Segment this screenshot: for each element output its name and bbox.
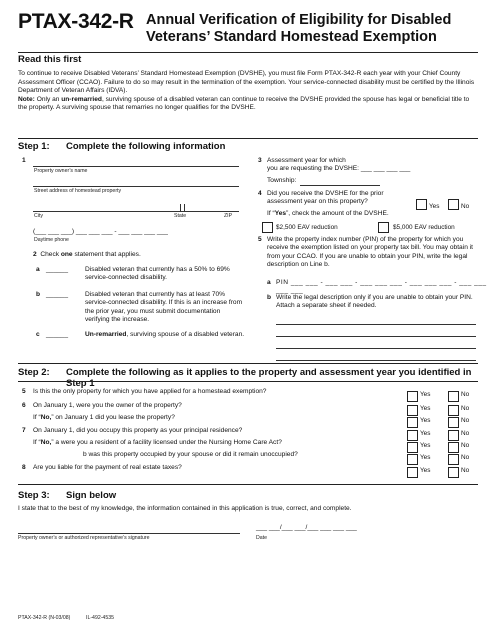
step3-divider (18, 484, 478, 485)
question-number: 7 (22, 427, 26, 434)
yes-label: Yes (420, 430, 431, 437)
legal-description-line-3[interactable] (276, 348, 476, 349)
question-text: Is this the only property for which you have applied for a homestead exemption? (33, 388, 267, 395)
checkbox-icon[interactable] (407, 467, 418, 478)
option-b-text: Disabled veteran that currently has at least 70% service-connected disability. If this is an increase from the prior year, you must submit documentation verifying the increase. (85, 291, 243, 324)
question-number: 6 (22, 402, 26, 409)
item3-line2[interactable]: you are requesting the DVSHE: ___ ___ ___ ___ (267, 165, 411, 173)
state-divider (180, 204, 185, 211)
step2-divider-top (18, 363, 478, 364)
note-text-1: Only an (34, 95, 62, 103)
date-label: Date (256, 535, 267, 541)
item2-number: 2 (33, 251, 37, 258)
question-prefix: If “ (33, 414, 41, 421)
item5b-text: Write the legal description only if you are unable to obtain your PIN. Attach a separate sheet if needed. (276, 294, 473, 310)
question-number: 5 (22, 388, 26, 395)
eav-5000-label: $5,000 EAV reduction (393, 224, 455, 231)
no-label: No (461, 417, 470, 424)
yes-label: Yes (420, 391, 431, 398)
step1-divider (18, 138, 478, 139)
footer-il-code: IL-492-4535 (86, 615, 114, 621)
option-c-rest: , surviving spouse of a disabled veteran. (126, 331, 245, 338)
phone-label: Daytime phone (34, 237, 69, 243)
no-label: No (461, 467, 470, 474)
legal-description-line-1[interactable] (276, 324, 476, 325)
checkbox-icon[interactable] (262, 222, 273, 233)
yes-checkbox[interactable] (407, 463, 421, 481)
item2-text (33, 251, 141, 259)
question-text: b was this property occupied by your spouse or did it remain unoccupied? (83, 451, 298, 458)
signature-label: Property owner’s or authorized representative’s signature (18, 535, 150, 541)
question-text: ” a were you a resident of a facility licensed under the Nursing Home Care Act? (51, 439, 282, 446)
question-text: ” on January 1 did you lease the property? (51, 414, 175, 421)
step1-label: Step 1: (18, 141, 50, 152)
step1-title: Complete the following information (66, 141, 226, 152)
no-label: No (461, 391, 470, 398)
item2-post: statement that applies. (72, 251, 141, 258)
item5-number: 5 (258, 236, 262, 243)
checkbox-icon[interactable] (448, 199, 459, 210)
question-bold: No, (40, 414, 52, 421)
zip-label: ZIP (224, 213, 233, 219)
no-checkbox[interactable] (448, 463, 462, 481)
item4-no-label: No (461, 203, 470, 210)
step2-title: Complete the following as it applies to the property and assessment year you identified in Step 1 (66, 367, 472, 389)
option-a-blank[interactable]: ______ (46, 266, 69, 273)
option-b-letter: b (36, 291, 41, 298)
yes-label: Yes (420, 454, 431, 461)
eav-2500-checkbox[interactable] (262, 218, 276, 236)
form-title (146, 12, 486, 46)
question-text: On January 1, were you the owner of the property? (33, 402, 182, 409)
yes-label: Yes (420, 467, 431, 474)
street-address-label: Street address of homestead property (34, 188, 122, 194)
option-c-blank[interactable]: ______ (46, 331, 69, 338)
no-label: No (461, 430, 470, 437)
item4-number: 4 (258, 190, 262, 197)
step3-label: Step 3: (18, 490, 50, 501)
date-field[interactable]: ___ ___/___ ___/___ ___ ___ ___ (256, 524, 357, 531)
yes-label: Yes (420, 405, 431, 412)
item3-line1: Assessment year for which (267, 157, 346, 164)
item3-number: 3 (258, 157, 262, 164)
signature-field[interactable] (18, 533, 240, 534)
yes-label: Yes (420, 417, 431, 424)
read-first-body (18, 70, 480, 113)
option-a-text: Disabled veteran that currently has a 50% to 69% service-connected disability. (85, 266, 230, 282)
city-label: City (34, 213, 43, 219)
intro-note (18, 96, 480, 113)
item3-text (267, 157, 477, 174)
question-text: Are you liable for the payment of real estate taxes? (33, 464, 182, 471)
item4-if-yes (267, 210, 389, 218)
township-field[interactable] (300, 185, 380, 186)
option-b-blank[interactable]: ______ (46, 291, 69, 298)
if-bold: Yes (274, 210, 287, 217)
option-c-letter: c (36, 331, 40, 338)
item4-text: Did you receive the DVSHE for the prior assessment year on this property? (267, 190, 384, 206)
eav-2500-label: $2,500 EAV reduction (276, 224, 338, 231)
checkbox-icon[interactable] (448, 467, 459, 478)
item2-pre: Check (40, 251, 61, 258)
eav-5000-checkbox[interactable] (378, 218, 392, 236)
if-post: ”, check the amount of the DVSHE. (286, 210, 389, 217)
checkbox-icon[interactable] (416, 199, 427, 210)
form-number: PTAX-342-R (18, 10, 134, 33)
question-prefix: If “ (33, 439, 41, 446)
question-number: 8 (22, 464, 26, 471)
option-c-bold: Un-remarried (85, 331, 127, 338)
read-first-heading: Read this first (18, 54, 82, 65)
checkbox-icon[interactable] (378, 222, 389, 233)
no-label: No (461, 442, 470, 449)
no-label: No (461, 454, 470, 461)
note-text-2: , surviving spouse of a disabled veteran can continue to receive the DVSHE provided the spouse has legal or beneficial title to the property. A surviving spouse that remarries no longer qualifies for the DVSHE. (18, 95, 470, 112)
item4-yes-label: Yes (429, 203, 440, 210)
pin-field[interactable]: PIN ___ ___ - ___ ___ - ___ ___ ___ - ___ ___ ___ - ___ ___ ___ ___ (276, 279, 487, 295)
footer-form-code: PTAX-342-R (N-03/08) (18, 615, 71, 621)
note-bold: un-remarried (61, 95, 102, 103)
item2-bold: one (60, 251, 73, 258)
step3-title: Sign below (66, 490, 117, 501)
township-label: Township: (267, 177, 297, 184)
if-pre: If “ (267, 210, 275, 217)
intro-paragraph: To continue to receive Disabled Veterans’ Standard Homestead Exemption (DVSHE), you must file Form PTAX-342-R each year with your Chief County Assessment Officer (CCAO). Failure to do so may result in the termination of the exemption. Your service-connected disability must be certified by the Illinois Department of Veteran Affairs (IDVA). (18, 70, 475, 95)
phone-field[interactable]: (___ ___ ___) ___ ___ ___ - ___ ___ ___ ___ (33, 228, 168, 235)
item1-number: 1 (22, 157, 26, 164)
form-title-line2: Veterans’ Standard Homestead Exemption (146, 29, 437, 45)
option-a-letter: a (36, 266, 40, 273)
item5b-letter: b (267, 294, 272, 301)
question-bold: No, (40, 439, 52, 446)
owner-name-label: Property owner’s name (34, 168, 88, 174)
step2-divider (18, 381, 478, 382)
note-label: Note: (18, 95, 35, 103)
item5-text: Write the property index number (PIN) of the property for which you receive the exemption listed on your property tax bill. You may obtain it from your CCAO. If you are unable to obtain your PIN, write the legal description on Line b. (267, 236, 473, 269)
owner-name-field[interactable] (33, 166, 239, 167)
item4-yes-checkbox[interactable] (416, 195, 430, 213)
option-c-text (85, 331, 245, 339)
form-title-line1: Annual Verification of Eligibility for Disabled (146, 12, 452, 28)
step2-label: Step 2: (18, 367, 50, 378)
city-state-zip-field[interactable] (33, 211, 239, 212)
certification-statement: I state that to the best of my knowledge, the information contained in this application is true, correct, and complete. (18, 505, 352, 512)
legal-description-line-4[interactable] (276, 360, 476, 361)
header-divider (18, 52, 478, 53)
no-label: No (461, 405, 470, 412)
question-text: On January 1, did you occupy this property as your principal residence? (33, 427, 243, 434)
state-label: State (174, 213, 187, 219)
item5a-letter: a (267, 279, 271, 286)
item4-no-checkbox[interactable] (448, 195, 462, 213)
yes-label: Yes (420, 442, 431, 449)
legal-description-line-2[interactable] (276, 336, 476, 337)
street-address-field[interactable] (33, 186, 239, 187)
